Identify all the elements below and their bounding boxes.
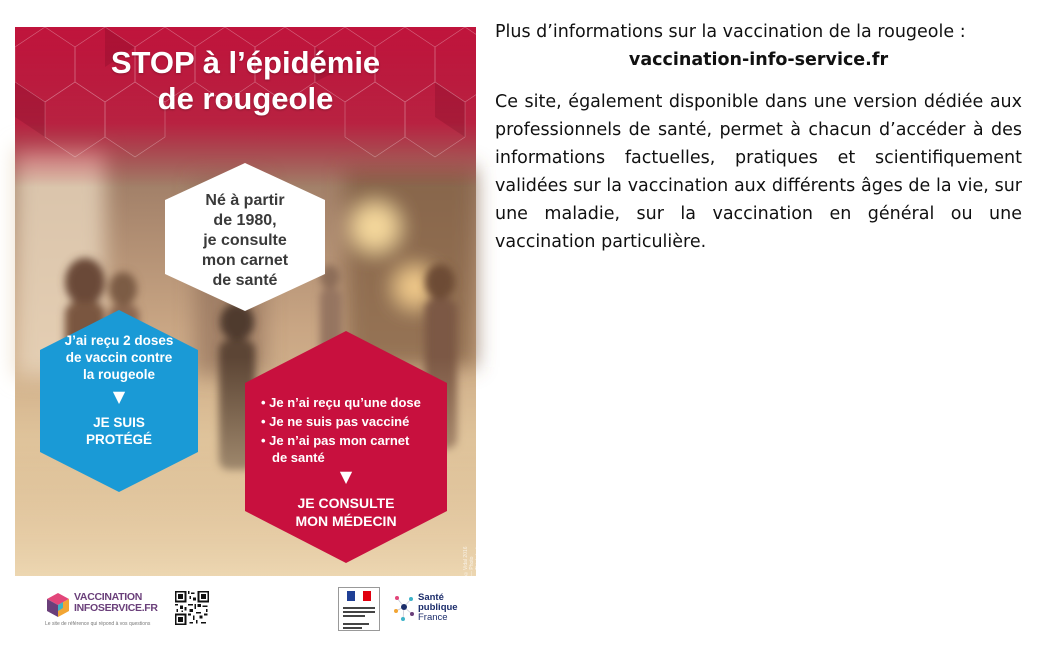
blue-hex-line: la rougeole [82, 367, 155, 382]
down-triangle-icon: ▼ [112, 387, 126, 406]
blue-hexagon [40, 310, 198, 492]
red-hex-answer-line: MON MÉDECIN [295, 513, 397, 529]
info-intro: Plus d’informations sur la vaccination de la rougeole : [495, 22, 966, 42]
info-body: Ce site, également disponible dans une version dédiée aux professionnels de santé, permet à chacun d’accéder à des informations factuelles, pratiques et scientifiquement validées sur la vaccination aux différents âges de la vie, sur une maladie, sur la vaccination en général ou une vaccination particulière. [495, 92, 1022, 252]
white-hex-line: de 1980, [213, 212, 277, 229]
list-item-continuation: de santé [272, 450, 325, 465]
poster-footer [15, 576, 476, 646]
white-hex-line: Né à partir [205, 192, 285, 209]
vaccination-info-service-logo [45, 592, 71, 618]
two-doses-question [40, 332, 198, 383]
not-vaccinated-list [261, 393, 421, 467]
ministry-text-lines [343, 605, 375, 631]
vaccination-logo-line: INFOSERVICE.FR [74, 602, 158, 614]
white-hex-line: de santé [212, 272, 278, 289]
info-panel [495, 18, 1022, 256]
protected-answer [40, 414, 198, 448]
poster-title-line2: de rougeole [157, 81, 334, 116]
down-triangle-icon: ▼ [339, 467, 353, 486]
list-item: • Je n’ai reçu qu’une dose [261, 395, 421, 410]
vaccination-logo-text [74, 592, 158, 614]
poster-title [15, 45, 476, 117]
sante-publique-line: Santé [418, 592, 444, 603]
french-flag-icon [347, 591, 371, 601]
website-link[interactable]: vaccination-info-service.fr [628, 50, 889, 70]
sante-publique-france-logo [393, 592, 415, 622]
blue-hex-answer-line: PROTÉGÉ [85, 432, 152, 447]
measles-poster [15, 27, 481, 576]
white-hex-line: mon carnet [201, 252, 289, 269]
sante-publique-line: France [418, 612, 448, 623]
white-hexagon [165, 163, 325, 311]
ministry-logo [338, 587, 380, 631]
list-item: • Je ne suis pas vacciné [261, 414, 410, 429]
consult-doctor-answer [245, 494, 447, 530]
qr-code-icon [175, 591, 209, 625]
red-hexagon [245, 331, 447, 563]
list-item: • Je n’ai pas mon carnet [261, 433, 410, 448]
sante-publique-text [418, 593, 458, 623]
red-hex-answer-line: JE CONSULTE [297, 495, 395, 511]
vaccination-logo-line: VACCINATION [74, 591, 143, 603]
blue-hex-line: de vaccin contre [65, 350, 173, 365]
white-hex-line: je consulte [203, 232, 287, 249]
birth-year-message [165, 191, 325, 291]
photo-credit: ©Vidal 2016 — Photo ©Thinkstock [463, 546, 481, 576]
sante-publique-line: publique [418, 602, 458, 613]
blue-hex-answer-line: JE SUIS [93, 415, 145, 430]
blue-hex-line: J’ai reçu 2 doses [64, 333, 174, 348]
vaccination-tagline: Le site de référence qui répond à vos questions [45, 621, 151, 627]
poster-title-line1: STOP à l’épidémie [110, 45, 381, 80]
